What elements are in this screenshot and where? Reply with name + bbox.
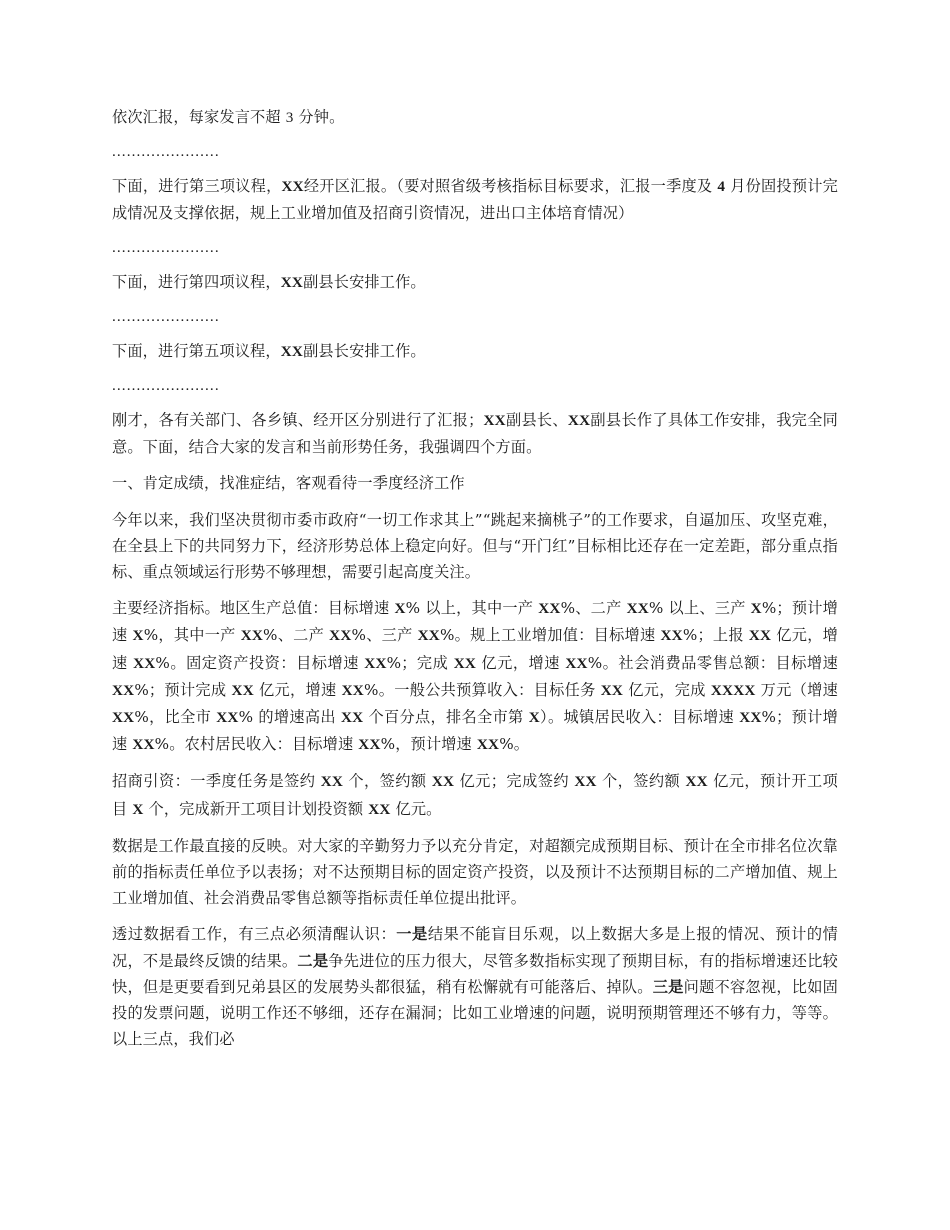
placeholder-token: XX — [538, 600, 561, 618]
placeholder-token: XX — [600, 681, 624, 699]
dot-separator-2: ...................... — [112, 238, 220, 256]
placeholder-token: XX — [739, 709, 762, 727]
placeholder-token: X — [750, 600, 762, 618]
section-heading-1: 一、肯定成绩，找准症结，客观看待一季度经济工作 — [112, 474, 465, 493]
enumerator-first: 一是 — [396, 925, 428, 944]
inline-number: 3 — [285, 109, 294, 126]
placeholder-token: XX — [567, 412, 591, 430]
placeholder-token: XX — [231, 681, 254, 699]
paragraph-agenda-item-4: 下面，进行第四项议程，XX副县长安排工作。 — [112, 272, 426, 291]
placeholder-token: XX — [431, 773, 455, 791]
placeholder-token: XX — [341, 681, 364, 699]
placeholder-token: XX — [240, 627, 264, 645]
enumerator-third: 三是 — [652, 977, 684, 996]
dot-separator-1: ...................... — [112, 143, 220, 161]
placeholder-token: XX — [417, 627, 440, 645]
placeholder-token: XX — [626, 600, 649, 618]
placeholder-token: XX — [453, 654, 477, 672]
paragraph-section1-overview: 今年以来，我们坚决贯彻市委市政府“一切工作求其上”“跳起来摘桃子”的工作要求，自逼加压、攻坚克难，在全县上下的共同努力下，经济形势总体上稳定向好。但与“开门红”目标相比还存在一定差距，部分重点指标、重点领域运行形势不够理想，需要引起高度关注。 — [112, 510, 838, 582]
paragraph-agenda-item-5: 下面，进行第五项议程，XX副县长安排工作。 — [112, 341, 426, 360]
placeholder-token: XX — [216, 709, 239, 727]
placeholder-token: XX — [320, 773, 344, 791]
placeholder-token: X — [132, 800, 144, 818]
paragraph-agenda-item-3: 下面，进行第三项议程，XX经开区汇报。（要对照省级考核指标目标要求，汇报一季度及 4 月份固投预计完成情况及支撑依据，规上工业增加值及招商引资情况，进出口主体培育情况） — [112, 177, 838, 223]
placeholder-token: XX — [476, 736, 500, 754]
dot-separator-4: ...................... — [112, 377, 220, 395]
placeholder-token: XX — [483, 412, 506, 430]
placeholder-token: XX — [132, 736, 155, 754]
paragraph-summary-opening: 刚才，各有关部门、各乡镇、经开区分别进行了汇报；XX副县长、XX副县长作了具体工作安排，我完全同意。下面，结合大家的发言和当前形势任务，我强调四个方面。 — [112, 411, 838, 457]
enumerator-second: 二是 — [297, 951, 329, 970]
placeholder-token: 4 — [717, 178, 726, 196]
placeholder-token: XX — [112, 681, 135, 699]
placeholder-token: XX — [112, 709, 135, 727]
placeholder-token: XX — [358, 736, 381, 754]
document-body — [112, 104, 838, 1052]
placeholder-token: XX — [574, 773, 597, 791]
placeholder-token: X — [528, 709, 540, 727]
placeholder-token: XX — [280, 273, 304, 291]
placeholder-token: XX — [685, 773, 708, 791]
paragraph-investment-attraction: 招商引资：一季度任务是签约 XX 个，签约额 XX 亿元；完成签约 XX 个，签约额 XX 亿元，预计开工项目 X 个，完成新开工项目计划投资额 XX 亿元。 — [112, 772, 838, 818]
paragraph-data-reflects-work: 数据是工作最直接的反映。对大家的辛勤努力予以充分肯定，对超额完成预期目标、预计在全市排名位次靠前的指标责任单位予以表扬；对不达预期目标的固定资产投资，以及预计不达预期目标的二产增加值、规上工业增加值、社会消费品零售总额等指标责任单位提出批评。 — [112, 836, 838, 908]
placeholder-token: XX — [368, 800, 391, 818]
paragraph-agenda-intro-tail: 依次汇报，每家发言不超 3 分钟。 — [112, 108, 345, 126]
placeholder-token: X — [394, 600, 406, 618]
dot-separator-3: ...................... — [112, 307, 220, 325]
placeholder-token: X — [132, 627, 144, 645]
paragraph-main-economic-indicators: 主要经济指标。地区生产总值：目标增速 X% 以上，其中一产 XX%、二产 XX% 以上、三产 X%；预计增速 X%，其中一产 XX%、二产 XX%、三产 XX%。规上工业增加值：目标增速 XX%；上报 XX 亿元，增速 XX%。固定资产投资：目标增速 XX%；完成 XX 亿元，增速 XX%。社会消费品零售总额：目标增速 XX%；预计完成 XX 亿元，增速 XX%。一般公共预算收入：目标任务 XX 亿元，完成 XXXX 万元（增速 XX%，比全市 XX% 的增速高出 XX 个百分点，排名全市第 X）。城镇居民收入：目标增速 XX%；预计增速 XX%。农村居民收入：目标增速 XX%，预计增速 XX%。 — [112, 599, 839, 754]
placeholder-token: XX — [364, 654, 387, 672]
placeholder-token: XX — [660, 627, 683, 645]
placeholder-token: XX — [565, 654, 588, 672]
placeholder-token: XX — [133, 654, 156, 672]
placeholder-token: XX — [280, 342, 304, 360]
paragraph-three-points: 透过数据看工作，有三点必须清醒认识：一是结果不能盲目乐观，以上数据大多是上报的情况、预计的情况，不是最终反馈的结果。二是争先进位的压力很大，尽管多数指标实现了预期目标，有的指标增速还比较快，但是更要看到兄弟县区的发展势头都很猛，稍有松懈就有可能落后、掉队。三是问题不容忽视，比如固投的发票问题，说明工作还不够细，还存在漏洞；比如工业增速的问题，说明预期管理还不够有力，等等。以上三点，我们必 — [112, 925, 839, 1049]
placeholder-token: XX — [329, 627, 352, 645]
placeholder-token: XX — [748, 627, 772, 645]
placeholder-token: XX — [341, 709, 364, 727]
placeholder-token: XXXX — [710, 681, 756, 699]
placeholder-token: XX — [281, 178, 304, 196]
